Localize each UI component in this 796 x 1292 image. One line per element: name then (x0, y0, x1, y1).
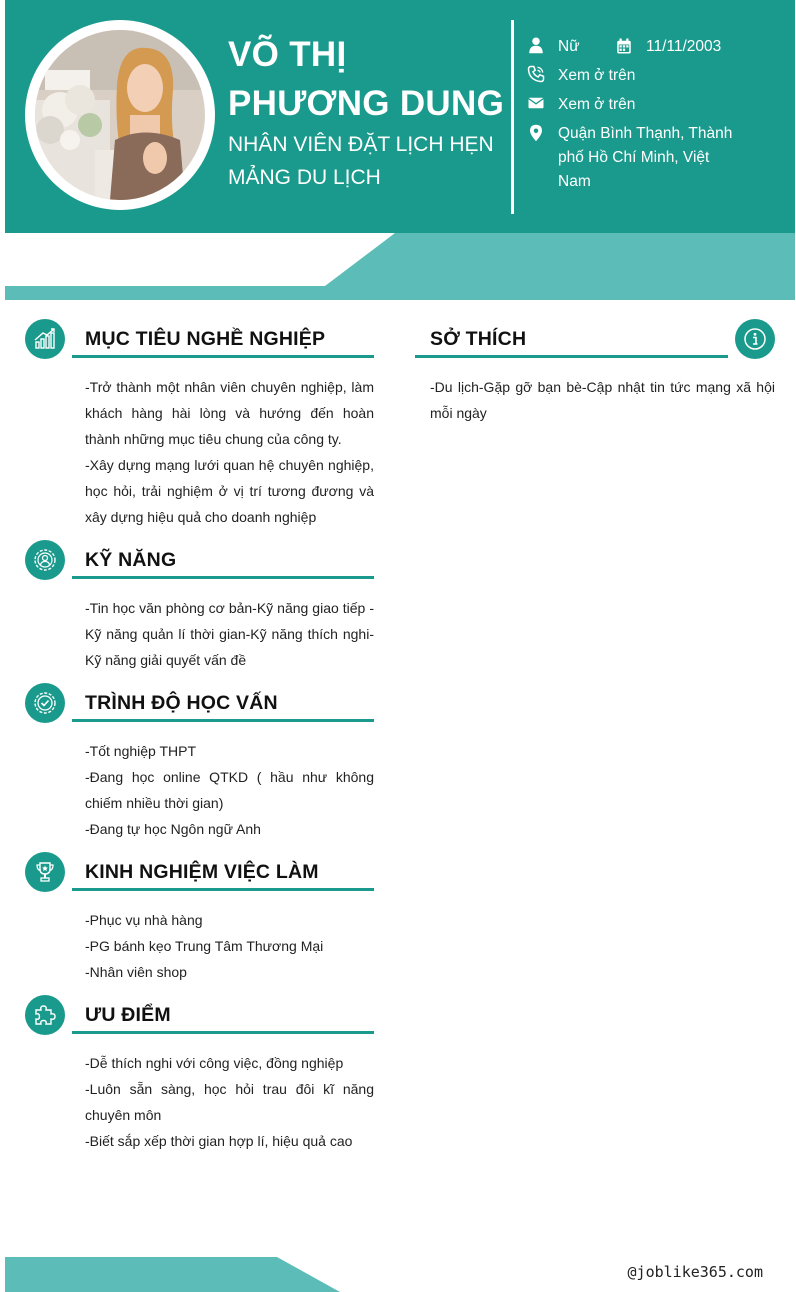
strengths-body (85, 1050, 374, 1154)
trophy-icon (25, 852, 65, 892)
address-line-1: Quận Bình Thạnh, Thành (558, 125, 733, 142)
education-line-2: -Đang học online QTKD ( hầu như không chiếm nhiều thời gian) (85, 769, 374, 811)
education-line-1: -Tốt nghiệp THPT (85, 743, 197, 759)
job-title (228, 128, 508, 194)
job-title-line-2: MẢNG DU LỊCH (228, 166, 381, 189)
strengths-line-2: -Luôn sẵn sàng, học hỏi trau đôi kĩ năng chuyên môn (85, 1081, 374, 1123)
objective-title: MỤC TIÊU NGHỀ NGHIỆP (85, 328, 326, 350)
cv-header (5, 0, 795, 300)
skills-title: KỸ NĂNG (85, 549, 177, 571)
location-icon (527, 124, 545, 142)
full-name (228, 30, 508, 128)
skills-underline (72, 576, 374, 579)
experience-line-1: -Phục vụ nhà hàng (85, 912, 203, 928)
gender-value: Nữ (558, 38, 580, 55)
phone-icon (527, 65, 545, 83)
experience-body (85, 907, 374, 985)
objective-line-2: -Xây dựng mạng lưới quan hệ chuyên nghiệp, học hỏi, trải nghiệm ở vị trí tương đương và xây dựng hiệu quả cho doanh nghiệp (85, 457, 374, 525)
header-divider (511, 20, 514, 214)
puzzle-icon (25, 995, 65, 1035)
education-line-3: -Đang tự học Ngôn ngữ Anh (85, 821, 261, 837)
skills-body (85, 595, 374, 673)
watermark: @joblike365.com (627, 1263, 763, 1281)
mail-icon (527, 94, 545, 112)
strengths-underline (72, 1031, 374, 1034)
job-title-line-1: NHÂN VIÊN ĐẶT LỊCH HẸN (228, 133, 494, 156)
education-underline (72, 719, 374, 722)
address-line-2: phố Hồ Chí Minh, Việt (558, 149, 710, 166)
experience-line-2: -PG bánh kẹo Trung Tâm Thương Mại (85, 938, 324, 954)
education-title: TRÌNH ĐỘ HỌC VẤN (85, 692, 278, 714)
person-gear-icon (25, 540, 65, 580)
avatar-frame (25, 20, 215, 210)
profile-photo (35, 30, 205, 200)
growth-chart-icon (25, 319, 65, 359)
experience-underline (72, 888, 374, 891)
hobbies-body (430, 374, 775, 426)
strengths-line-3: -Biết sắp xếp thời gian hợp lí, hiệu quả cao (85, 1133, 353, 1149)
user-icon (527, 36, 545, 54)
strengths-line-1: -Dễ thích nghi với công việc, đồng nghiệp (85, 1055, 344, 1071)
strengths-title: ƯU ĐIỂM (85, 1004, 171, 1026)
name-line-1: VÕ THỊ (228, 35, 347, 74)
objective-line-1: -Trở thành một nhân viên chuyên nghiệp, làm khách hàng hài lòng và hướng đến hoàn thành những mục tiêu chung của công ty. (85, 379, 374, 447)
address-line-3: Nam (558, 173, 591, 190)
objective-body (85, 374, 374, 530)
cv-page (5, 0, 795, 1292)
birthday-value: 11/11/2003 (646, 38, 722, 55)
info-icon (735, 319, 775, 359)
calendar-icon (615, 37, 633, 55)
phone-value: Xem ở trên (558, 67, 636, 84)
address-value (558, 122, 743, 194)
education-body (85, 738, 374, 842)
experience-line-3: -Nhân viên shop (85, 964, 187, 980)
objective-underline (72, 355, 374, 358)
hobbies-line-1: -Du lịch-Gặp gỡ bạn bè-Cập nhật tin tức mạng xã hội mỗi ngày (430, 379, 775, 421)
skills-line-1: -Tin học văn phòng cơ bản-Kỹ năng giao tiếp -Kỹ năng quản lí thời gian-Kỹ năng thích nghi-Kỹ năng giải quyết vấn đề (85, 600, 374, 668)
name-line-2: PHƯƠNG DUNG (228, 84, 505, 123)
badge-check-icon (25, 683, 65, 723)
email-value: Xem ở trên (558, 96, 636, 113)
hobbies-title: SỞ THÍCH (430, 328, 527, 350)
avatar (35, 30, 205, 200)
experience-title: KINH NGHIỆM VIỆC LÀM (85, 861, 319, 883)
hobbies-underline (415, 355, 728, 358)
footer-decoration (5, 1255, 345, 1292)
